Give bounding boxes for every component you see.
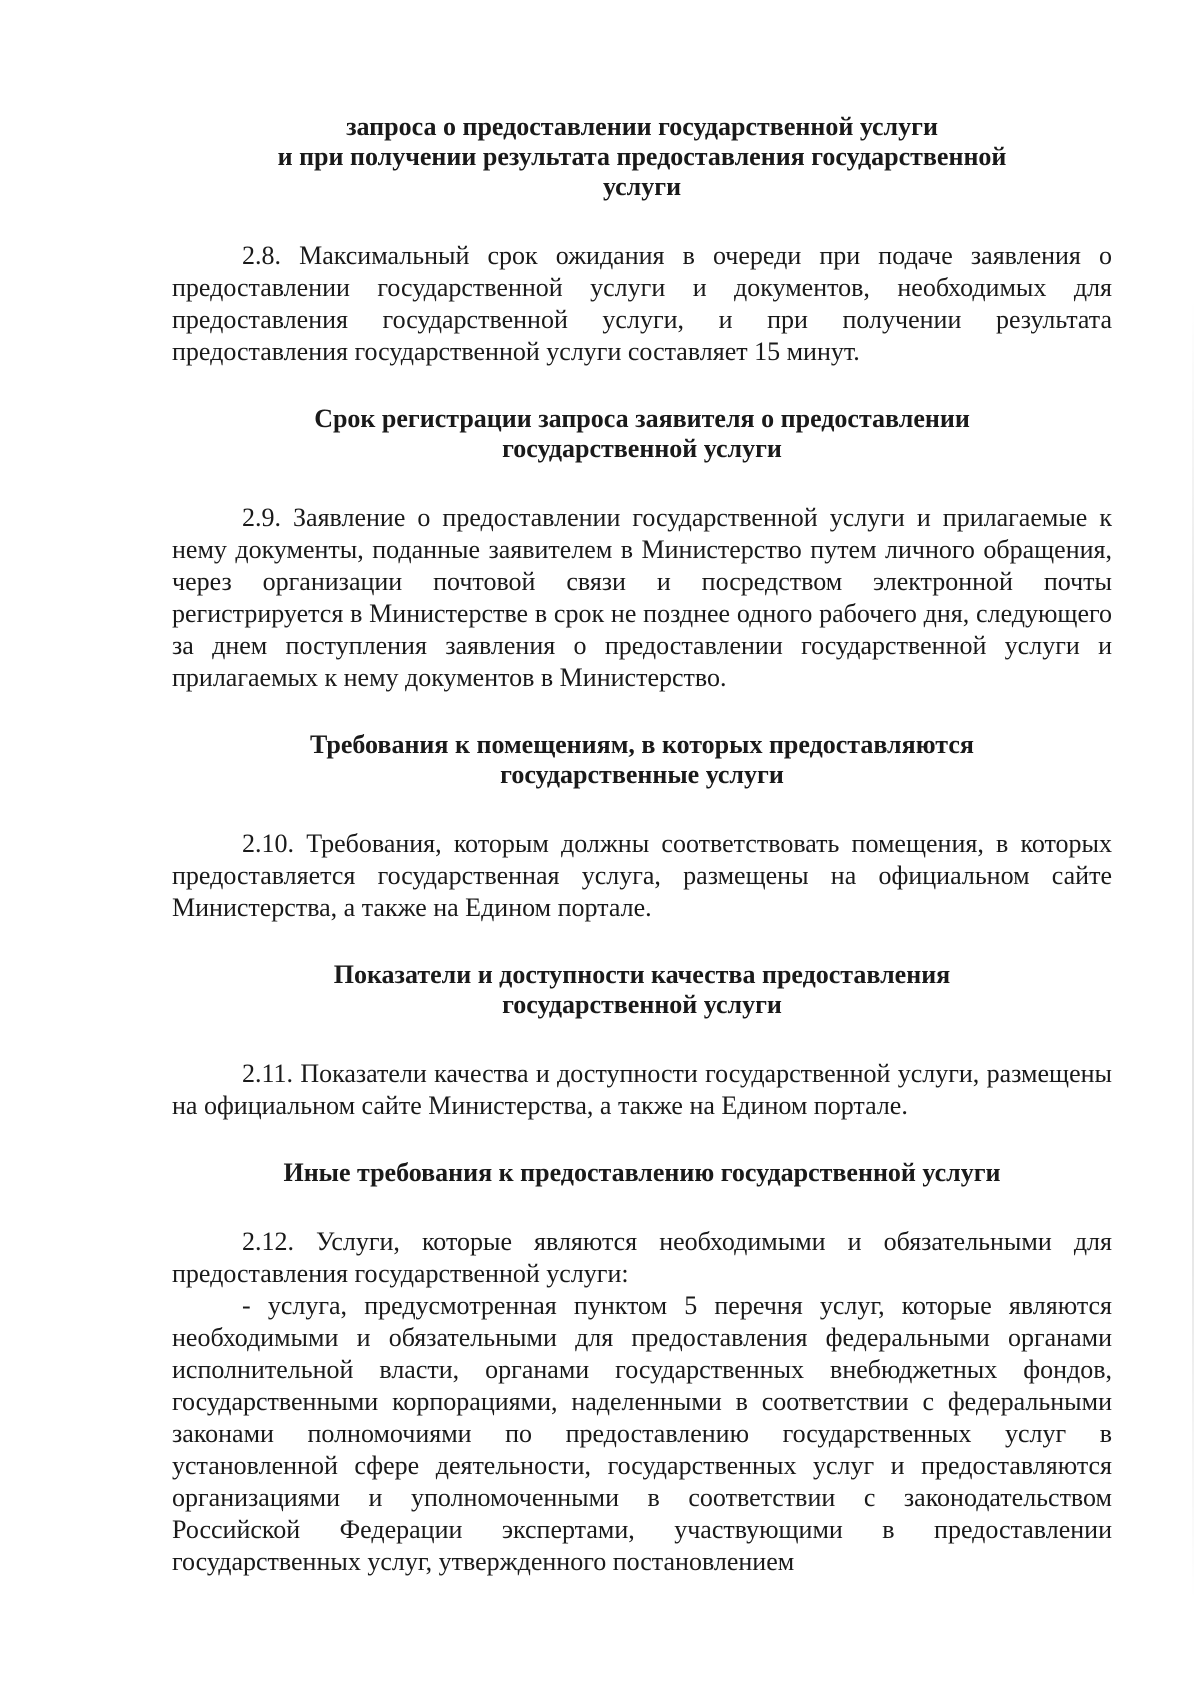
heading-line: услуги [602,172,682,201]
scan-edge-shadow [1192,300,1194,1600]
document-page [172,112,1112,1578]
heading-line: государственной услуги [502,990,782,1019]
paragraph-2-9: 2.9. Заявление о предоставлении государственной услуги и прилагаемые к нему документы, поданные заявителем в Министерство путем личного обращения, через организации почтовой связи и посредством электронной почты регистрируется в Министерстве в срок не позднее одного рабочего дня, следующего за днем поступления заявления о предоставлении государственной услуги и прилагаемых к нему документов в Министерство. [172,503,1112,692]
heading-line: запроса о предоставлении государственной услуги [346,112,938,141]
section-heading-other [172,1158,1112,1188]
section-heading-intro [172,112,1112,202]
paragraph-2-8: 2.8. Максимальный срок ожидания в очереди при подаче заявления о предоставлении государственной услуги и документов, необходимых для предоставления государственной услуги, и при получении результата предоставления государственной услуги составляет 15 минут. [172,241,1112,366]
section-heading-premises [172,730,1112,790]
heading-line: государственной услуги [502,434,782,463]
heading-line: Иные требования к предоставлению государственной услуги [283,1158,1001,1187]
heading-line: и при получении результата предоставления государственной [277,142,1007,171]
paragraph-2-12: 2.12. Услуги, которые являются необходимыми и обязательными для предоставления государственной услуги: [172,1227,1112,1288]
heading-line: Показатели и доступности качества предоставления [333,960,951,989]
section-heading-indicators [172,960,1112,1020]
heading-line: государственные услуги [500,760,784,789]
paragraph-2-11: 2.11. Показатели качества и доступности государственной услуги, размещены на официальном сайте Министерства, а также на Едином портале. [172,1059,1112,1120]
paragraph-2-10: 2.10. Требования, которым должны соответствовать помещения, в которых предоставляется государственная услуга, размещены на официальном сайте Министерства, а также на Едином портале. [172,829,1112,922]
heading-line: Срок регистрации запроса заявителя о предоставлении [314,404,970,433]
heading-line: Требования к помещениям, в которых предоставляются [310,730,974,759]
paragraph-2-12-item: - услуга, предусмотренная пунктом 5 перечня услуг, которые являются необходимыми и обязательными для предоставления федеральными органами исполнительной власти, органами государственных внебюджетных фондов, государственными корпорациями, наделенными в соответствии с федеральными законами полномочиями по предоставлению государственных услуг в установленной сфере деятельности, государственных услуг и предоставляются организациями и уполномоченными в соответствии с законодательством Российской Федерации экспертами, участвующими в предоставлении государственных услуг, утвержденного постановлением [172,1291,1112,1576]
section-heading-registration [172,404,1112,464]
